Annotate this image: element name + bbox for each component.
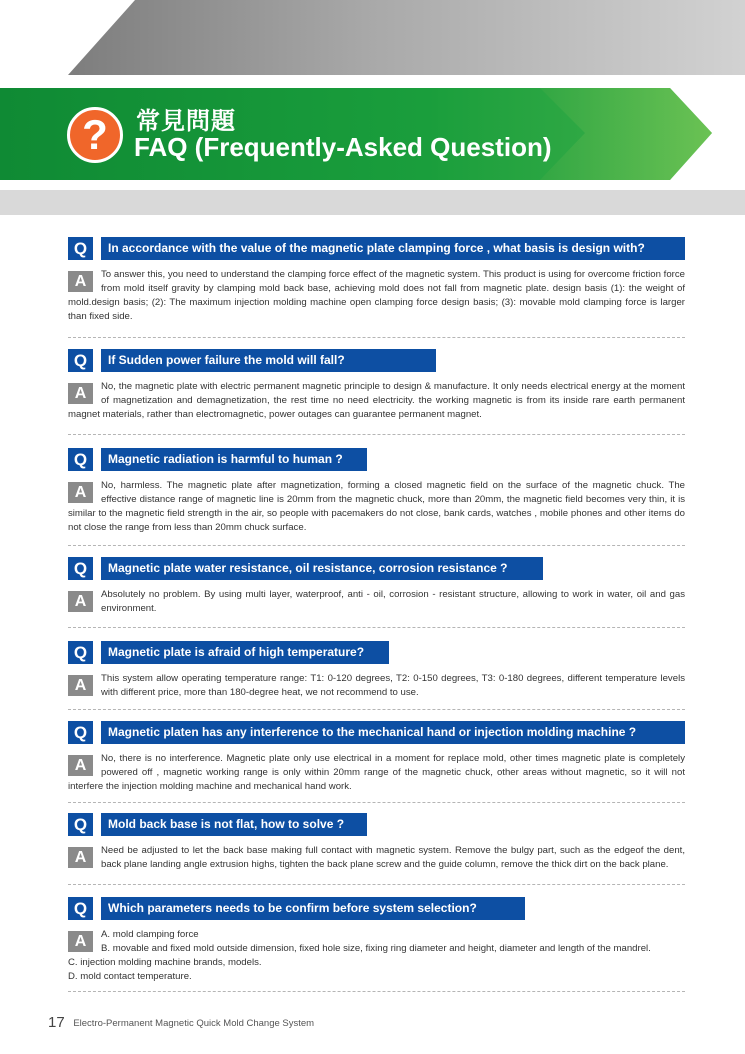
- answer-badge: A: [68, 383, 93, 404]
- page-number: 17: [48, 1014, 65, 1031]
- list-item: B. movable and fixed mold outside dimension, fixed hole size, fixing ring diameter and height, diameter and length of the mandrel.: [101, 943, 651, 954]
- answer-badge: A: [68, 675, 93, 696]
- divider: [68, 627, 685, 628]
- answer-text: To answer this, you need to understand the clamping force effect of the magnetic system. This product is using for overcome friction force from mold itself gravity by clamping mold back base, achieving mold does not fall from magnetic plate. design basis (1): the weight of mold.design basis; (2): The maximum injection molding machine open clamping force design basis; (3): movable mold clamping force is larger than fixed side.: [68, 269, 685, 322]
- answer-row: [68, 752, 685, 794]
- faq-item: [68, 237, 685, 324]
- answer-row: [68, 380, 685, 422]
- faq-item: [68, 448, 685, 535]
- question-row: [68, 641, 685, 664]
- answer-row: [68, 844, 685, 872]
- question-badge: Q: [68, 349, 93, 372]
- answer-list: [68, 928, 685, 984]
- question-text: Mold back base is not flat, how to solve ?: [101, 813, 367, 836]
- answer-text: Absolutely no problem. By using multi layer, waterproof, anti - oil, corrosion - resistant structure, allowing to work in water, oil and gas environment.: [101, 589, 685, 614]
- divider: [68, 802, 685, 803]
- header-banner: [0, 0, 745, 215]
- answer-badge: A: [68, 755, 93, 776]
- answer-badge: A: [68, 847, 93, 868]
- divider: [68, 337, 685, 338]
- faq-item: [68, 813, 685, 872]
- answer-badge: A: [68, 931, 93, 952]
- question-row: [68, 721, 685, 744]
- answer-row: [68, 268, 685, 324]
- divider: [68, 709, 685, 710]
- question-text: If Sudden power failure the mold will fall?: [101, 349, 436, 372]
- divider: [68, 884, 685, 885]
- page-title-chinese: 常見問題: [136, 108, 236, 135]
- question-text: Magnetic platen has any interference to the mechanical hand or injection molding machine ?: [101, 721, 685, 744]
- banner-graphic: [0, 0, 745, 215]
- question-row: [68, 448, 685, 471]
- answer-row: [68, 928, 685, 984]
- page-title: FAQ (Frequently-Asked Question): [134, 132, 552, 162]
- question-text: Magnetic plate water resistance, oil resistance, corrosion resistance ?: [101, 557, 543, 580]
- question-text: Magnetic radiation is harmful to human ?: [101, 448, 367, 471]
- question-text: Magnetic plate is afraid of high temperature?: [101, 641, 389, 664]
- answer-text: This system allow operating temperature range: T1: 0-120 degrees, T2: 0-150 degrees, T3: 0-180 degrees, different temperature levels with different price, more than 180-degree heat, we not recommend to use.: [101, 673, 685, 698]
- faq-item: [68, 897, 685, 984]
- question-badge: Q: [68, 641, 93, 664]
- question-row: [68, 349, 685, 372]
- answer-badge: A: [68, 591, 93, 612]
- question-row: [68, 237, 685, 260]
- question-text: In accordance with the value of the magnetic plate clamping force , what basis is design with?: [101, 237, 685, 260]
- footer-text: Electro-Permanent Magnetic Quick Mold Change System: [73, 1018, 315, 1029]
- list-item: D. mold contact temperature.: [68, 971, 192, 982]
- list-item: C. injection molding machine brands, models.: [68, 957, 262, 968]
- divider: [68, 545, 685, 546]
- question-badge: Q: [68, 721, 93, 744]
- question-badge: Q: [68, 237, 93, 260]
- answer-text: No, harmless. The magnetic plate after magnetization, forming a closed magnetic field on the surface of the magnetic chuck. The effective distance range of magnetic line is 20mm from the magnetic chuck, more than 20mm, the magnetic field becomes very thin, it is similar to the magnetic field strength in the air, so people with pacemakers do not close, bank cards, watches , mobile phones and other items do not close the range from less than 20mm chuck surface.: [68, 480, 685, 533]
- question-badge: Q: [68, 813, 93, 836]
- faq-item: [68, 557, 685, 616]
- question-badge: Q: [68, 557, 93, 580]
- list-item: A. mold clamping force: [101, 929, 199, 940]
- question-badge: Q: [68, 897, 93, 920]
- question-mark-icon: ?: [67, 107, 123, 163]
- page-footer: [48, 1014, 314, 1031]
- divider: [68, 434, 685, 435]
- faq-item: [68, 349, 685, 422]
- answer-row: [68, 672, 685, 700]
- answer-row: [68, 588, 685, 616]
- question-badge: Q: [68, 448, 93, 471]
- answer-badge: A: [68, 271, 93, 292]
- answer-text: Need be adjusted to let the back base making full contact with magnetic system. Remove the bulgy part, such as the edgeof the dent, back plane landing angle extrusion highs, tighten the back plane screw and the guide column, remove the thick dirt on the back plane.: [101, 845, 685, 870]
- answer-text: No, there is no interference. Magnetic plate only use electrical in a moment for replace mold, other times magnetic plate is completely powered off , magnetic working range is only within 20mm range of the magnetic chuck, other areas without magnetic, so it will not interfere the injection molding machine and mechanical hand work.: [68, 753, 685, 792]
- answer-text: No, the magnetic plate with electric permanent magnetic principle to design & manufacture. It only needs electrical energy at the moment of magnetization and demagnetization, the rest time no need electricity. the working magnetic is from its inside rare earth permanent magnet materials, rather than electromagnetic, power outages can guarantee permanent magnet.: [68, 381, 685, 420]
- question-row: [68, 557, 685, 580]
- answer-badge: A: [68, 482, 93, 503]
- question-row: [68, 897, 685, 920]
- faq-item: [68, 721, 685, 794]
- answer-row: [68, 479, 685, 535]
- question-row: [68, 813, 685, 836]
- divider: [68, 991, 685, 992]
- question-text: Which parameters needs to be confirm before system selection?: [101, 897, 525, 920]
- faq-item: [68, 641, 685, 700]
